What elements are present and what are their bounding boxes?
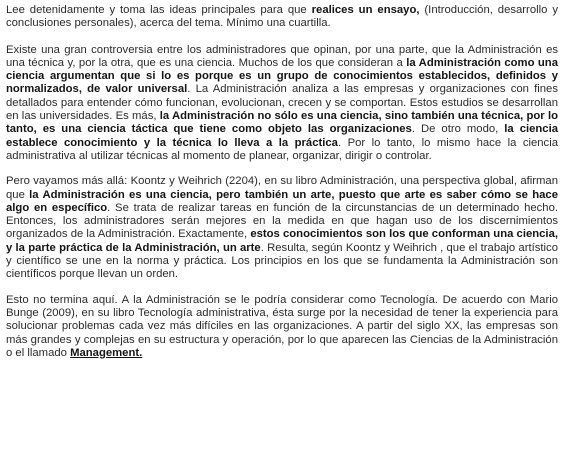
p1-text-1: Existe una gran controversia entre los administradores que opinan, por una parte, que la Administración es una técnica y, por la otra, que es una ciencia. Muchos de los que consideran a: [6, 43, 558, 69]
p1-bold-1: la Administración como una ciencia argumentan que si lo es porque es un grupo de conocimientos establecidos, definidos y normalizados, de valor universal: [6, 56, 558, 96]
p3-underlined-term: Management.: [70, 346, 143, 359]
p2-bold-2: estos conocimientos son los que conforman una ciencia, y la parte práctica de la Administración, un arte: [6, 228, 558, 254]
instruction-text-1: Lee detenidamente y toma las ideas principales para que: [6, 4, 312, 16]
p1-text-4: . Por lo tanto, lo mismo hace la ciencia administrativa al utilizar técnicas al momento de planear, organizar, dirigir o controlar.: [6, 136, 558, 162]
paragraph-1: [6, 44, 558, 164]
document-page: [6, 4, 558, 372]
instruction-emphasis: realices un ensayo,: [311, 4, 420, 16]
instruction-paragraph: [6, 4, 558, 31]
p2-text-2: . Se trata de realizar tareas en función de la circunstancias de un determinado hecho. Entonces, los administradores serán mejores en la medida en que hagan uso de los discernimientos organizados de la Administración. Exactamente,: [6, 201, 558, 241]
p1-text-3: . De otro modo,: [411, 123, 505, 136]
p1-bold-3: la ciencia establece conocimiento y la técnica lo lleva a la práctica: [6, 123, 559, 149]
p3-text-1: Esto no termina aquí. A la Administración se le podría considerar como Tecnología. De acuerdo con Mario Bunge (2009), en su libro Tecnología administrativa, ésta surge por la necesidad de tener la experiencia para solucionar problemas cada vez más difíciles en las organizaciones. A partir del siglo XX, las empresas son más grandes y complejas en su estructura y operación, por lo que aparecen las Ciencias de la Administración o el llamado: [6, 293, 558, 359]
p2-text-3: . Resulta, según Koontz y Weihrich , que el trabajo artístico y científico se une en la norma y práctica. Los principios en los que se fundamenta la Administración son científicos porque llevan un orden.: [6, 241, 558, 281]
p1-text-2: . La Administración analiza a las empresas y organizaciones con fines detallados para entender cómo funcionan, evolucionan, crecen y se comportan. Estos estudios se desarrollan en las universidades. Es más,: [6, 83, 558, 123]
paragraph-3: [6, 294, 558, 360]
instruction-text-2: (Introducción, desarrollo y conclusiones personales), acerca del tema. Mínimo una cuartilla.: [6, 4, 558, 30]
paragraph-2: [6, 175, 558, 281]
p2-text-1: Pero vayamos más allá: Koontz y Weihrich (2204), en su libro Administración, una perspectiva global, afirman que: [6, 175, 558, 201]
p1-bold-2: la Administración no sólo es una ciencia, sino también una técnica, por lo tanto, es una ciencia táctica que tiene como objeto las organizaciones: [6, 110, 558, 136]
p2-bold-1: la Administración es una ciencia, pero también un arte, puesto que arte es saber cómo se hace algo en específico: [6, 188, 558, 214]
